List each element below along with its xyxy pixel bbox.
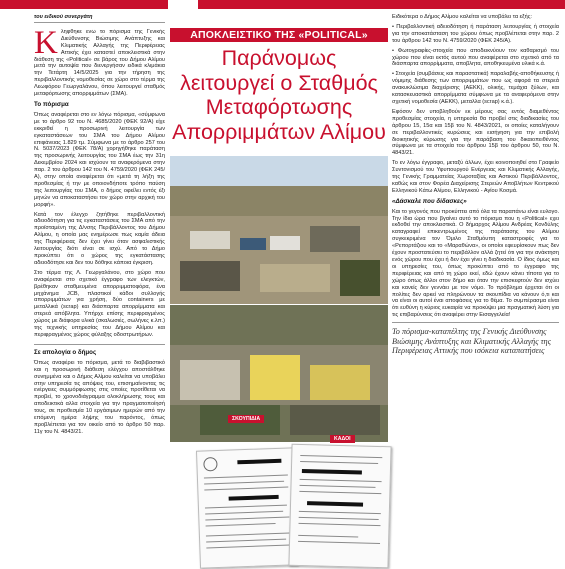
subheading-teacher: «Δάσκαλε που δίδασκες»: [392, 197, 467, 205]
document-scans: [198, 443, 388, 565]
document-scan: [288, 444, 391, 569]
aerial-photo-illustration: [170, 156, 388, 304]
headline-line: Παράνομως: [221, 46, 337, 70]
exclusive-banner: ΑΠΟΚΛΕΙΣΤΙΚΟ ΤΗΣ «POLITICAL»: [170, 28, 388, 42]
photo-tag-garbage: ΣΚΟΥΠΙΔΙΑ: [228, 415, 264, 423]
redaction-bar: [307, 501, 363, 506]
text-line: [205, 505, 287, 509]
text-line: [205, 517, 289, 521]
paragraph: Στο τέρμα της Λ. Γεωργαλάνου, στο χώρο που αναφέρεται στο σχετικό έγγραφο των ελεγκτών, βρέθηκαν σταθμευμένα απορριμματοφόρα, ένα μηχάνημα JCB, πλαστικοί κάδοι συλλογής απορριμμάτων για χρήση, δύο containers με μεταλλικά (scrap) και διάσπαρτα απορρίμματα και στερεά απόβλητα. Υπήρχε επίσης περιφραγμένος χώρος με διάφορα υλικά (σκαλωσιές, σωλήνες κ.λπ.) της τεχνικής υπηρεσίας του Δήμου Αλίμου και περιφραγμένος χώρος φύλαξης οδοστρωτήρων.: [34, 269, 165, 338]
text-line: [204, 475, 288, 479]
redaction-bar: [229, 495, 279, 501]
paragraph: Εφόσον δεν υποβληθούν εκ μέρους σας εντός διαμεθέντος προθεσμίας στοιχεία, η υπηρεσία θα προβεί στις διαδικασίες του άρθρου 15, 15α και 15β του Ν. 4843/2021, οι οποίες καταλήγουν σε περιβαλλοντικές κυρώσεις και εισήγηση για την επιβολή διοικητικής κύρωσης για την παράβαση του δικαιοπειθέντος σύμφωνα με τα στοιχεία του άρθρου 15β του άρθρου 50, του Ν. 4843/21.: [392, 108, 559, 157]
text-line: [300, 485, 376, 488]
aerial-photo-illustration: [170, 305, 388, 442]
bullet-item: • Στοιχεία (συμβάσεις και παραστατικά) παραλαβής-αποθήκευσης ή νόμιμης διάθεσης των απορριμμάτων που ως αφορά τα στερεά ανακυκλώσιμα διαχείρισης (ΑΕΚΚ), ολικής, τεμάχια ξύλων, και κατασκευαστικά απορρίμματα σύμφωνα με τα αναφερόμενα στην σχετική νομοθεσία (ΑΕΚΚ), μεταλλα (scrap) κ.ά.).: [392, 71, 559, 105]
text-line: [298, 535, 358, 538]
document-scan: [196, 447, 298, 568]
headline-line: λειτουργεί ο Σταθμός: [180, 70, 378, 95]
headline-line: Μεταφόρτωσης: [205, 95, 353, 119]
text-line: [206, 533, 290, 537]
photo-tag-bins: ΚΑΔΟΙ: [330, 435, 355, 443]
top-red-bar: [0, 0, 565, 9]
dropcap: Κ: [34, 28, 58, 61]
seal-icon: [203, 457, 217, 471]
bullet-item: • Περιβαλλοντική αδειοδότηση ή παράταση λειτουργίας ή στοιχεία για την αποκατάσταση του χώρου όπως προβλέπεται στην παρ. 2 του άρθρου 142 του Ν. 4759/2020 (ΦΕΚ 245/Α).: [392, 23, 559, 44]
subheading-apologia: Σε απολογία ο δήμος: [34, 348, 97, 356]
paragraph: Όπως αναφέρεται στο εν λόγω πόρισμα, «σύμφωνα με το άρθρο 92 του Ν. 4685/2020 (ΦΕΚ 92/Α) είχε εκκριθεί η προσωρινή λειτουργία των εγκαταστάσεων του ΣΜΑ του Δήμου Αλίμου επιφάνειας 1.829 τμ. Σύμφωνα με το άρθρο 257 του Ν. 5037/2023 (ΦΕΚ 78/Α) χορηγήθηκε παράταση της προσωρινής λειτουργίας του ΣΜΑ έως την 31η Δεκεμβρίου 2024 και ισχύουν τα αναφερόμενα στην παρ. 2 του άρθρου 142 του Ν. 4759/2020 (ΦΕΚ 245/Α), στην οποία αναφέρεται ότι «μετά τη λήξη της προθεσμίας ή την με οποιονδήποτε τρόπο παύση της λειτουργίας του ΣΜΑ, ο δήμος οφείλει εντός έξι μηνών να αποκαταστήσει τον χώρο στην αρχική του μορφή».: [34, 111, 165, 208]
pull-quote: Το πόρισμα-καταπέλτης της Γενικής Διεύθυνσης Βιώσιμης Ανάπτυξης και Κλιματικής Αλλαγής της Περιφέρειας Αττικής που ισόκεια καταπατήσεις: [392, 322, 559, 356]
text-line: [206, 539, 286, 543]
text-line: [299, 523, 381, 527]
text-line: [206, 545, 290, 549]
text-line: [300, 455, 382, 459]
text-line: [204, 481, 284, 485]
text-line: [300, 479, 382, 483]
text-line: [299, 511, 381, 515]
aerial-photo-depot: [170, 156, 388, 304]
text-line: [205, 511, 283, 515]
text-line: [204, 487, 288, 491]
top-bar-notch: [168, 0, 198, 9]
intro-block: [34, 29, 165, 98]
divider: [34, 344, 165, 345]
intro-paragraph: ληφθηκε ενω το πόρισμα της Γενικής Διεύθυνσης Βιώσιμης Ανάπτυξης και Κλιματικής Αλλαγής της Περιφέρειας Αττικής έχει καταστεί αποκλειστικά στην διάθεση της «Political» σε βάρος του Δήμου Αλίμου μετά την αυτοψία που διενεργήσαν ειδικά κλιμάκια την Τετάρτη 14/5/2025 για την τήρηση της περιβαλλοντικής νομοθεσίας σε χώρο στο τέρμα της Λεωφόρου Γεωργαλάνου, όπου λειτουργεί σταθμός μεταφόρτωσης απορριμμάτων (ΣΜΑ).: [34, 28, 165, 98]
redaction-bar: [302, 469, 362, 475]
text-line: [298, 541, 380, 545]
text-line: [299, 517, 379, 520]
aerial-photo-bins: [170, 305, 388, 442]
paragraph: Και το γεγονός που προκύπτει από όλα τα παραπάνω είναι ευλογο. Την ίδια ώρα που βγαίνει αυτό το πόρισμα που η «Political» εχει εκδοθεί την αποκλειστικά. Ο δήμαρχος Αλίμου Ανδρέας Κονδύλης καταγραφεί επικεντρωμένος της παράτασης του Αλίμου συγκεκριμένα τον Όμιλο Σταθμόυπη καταστροφές για το «Ρεπορτάζιου και το «Μαραθώνα», οι οποίοι εφευρίσκουν πως δεν έχουν προστατεύσει το περιβάλλον αλλά ζητεί ότι για την ανάκτηση ενός χώρου που έχει ή δεν έχει γίνει η διαδικασία. Ο ίδιος όμως και οι υπηρεσίες του, όπως προκύπτει από το έγγραφο της περιφέρειας και από τη χώρο εκεί, εδώ έχουν κάνει τίποτα για το χώρο όπως άλλοι στον δήμο και όταν την επισκεφτούν δεν ισχύει και κανείς δεν γεννάει με τον νόμο. Το πρόβλημα έρχεται ότι οι πολίτες δεν αρκεί να πληρώνουν τα σκουπίδια να κάνουν ό,τι και να είναι οι αυτοί έναι αποφάσεις για το θέμα. Το συμπέρασμα είναι ότι ευθύνη η κύριος ευκαιρία να προκύψει μια πραγματική λύση για τις επιβαρύνσεις ότι αναφέρει στην Εισαγγελεία!: [392, 208, 559, 319]
text-line: [300, 461, 378, 464]
text-line: [206, 523, 276, 527]
left-column: [34, 14, 165, 439]
paragraph: Το εν λόγω έγγραφο, μεταξύ άλλων, έχει κοινοποιηθεί στο Γραφείο Συντονισμού του Υφυπουργού Ενέργειας και Κλιματικής Αλλαγής, της Γενικής Γραμματείας Χωροταξίας και Αστικού Περιβάλλοντος, καθώς και στον Φορέα Διαχείρισης Στερεών Αποβλήτων Κεντρικού Ελληνικού Κάτω Αλίμου, Ελληνικού - Αγίου Κοσμά.: [392, 160, 559, 194]
right-column: [392, 14, 559, 356]
paragraph: Κατά τον έλεγχο ζητήθηκε περιβαλλοντική αδειοδότηση για τις εγκαταστάσεις του ΣΜΑ από την προϊσταμένη της Δ/νσης Περιβάλλοντος του Δήμου Αλίμου, η οποία μας ενημέρωσε πως καμία άδεια της Περιφέρειας δεν έχει γίνει όταν ασφαλιστικής λειτουργίας διότι είναι σε ισχύ. Από το Δήμο προκύπτει ότι ο χώρος της εγκατάστασης αδειοδότησε και δεν του δόθηκε κάποια έγκριση.: [34, 211, 165, 266]
text-line: [299, 491, 381, 495]
author-label: του ειδικού συνεργάτη: [34, 14, 165, 23]
bullet-item: • Φωτογραφίες-στοιχεία που αποδεικνύουν τον καθαρισμό του χώρου που είναι εκτός αυτού που αναφέρεται στο σχετικό από τα διάσπαρτα απορρίμματα, αποβλητα, αποθηκευμένα υλικά κ.ά.: [392, 47, 559, 68]
paragraph: Όπως αναφέρει το πόρισμα, μετά το διαβιβαστικό και η προσωρινή διάθεση ελέγχου αποστάλθηκε συνημμένα και ο Δήμος Αλίμου καλείται να υποβάλει στην υπηρεσία τις απόψεις του, επισημαίνοντας τις ενέργειες συμμόρφωσης στις οποίες προτίθεται να προβεί, το χρονοδιάγραμμα ολοκλήρωσης τους και αποδεικτικά αλλα στοιχεία για την πραγματοποίησή τους, σε προθεσμία 10 εργάσιμων ημερών από την επόμενη ημέρα λήψης του παρόντος, όπως προβλέπεται για τον οικείο από το άρθρο 50 παρ. 11γ του Ν. 4843/21.: [34, 359, 165, 435]
headline-line: Απορριμμάτων Αλίμου: [172, 119, 386, 144]
paragraph: Ειδικότερα ο Δήμος Αλίμου καλείται να υποβάλει τα εξής:: [392, 14, 532, 20]
headline: [170, 46, 388, 144]
redaction-bar: [237, 459, 281, 465]
subheading-porisma: Το πόρισμα: [34, 100, 69, 108]
